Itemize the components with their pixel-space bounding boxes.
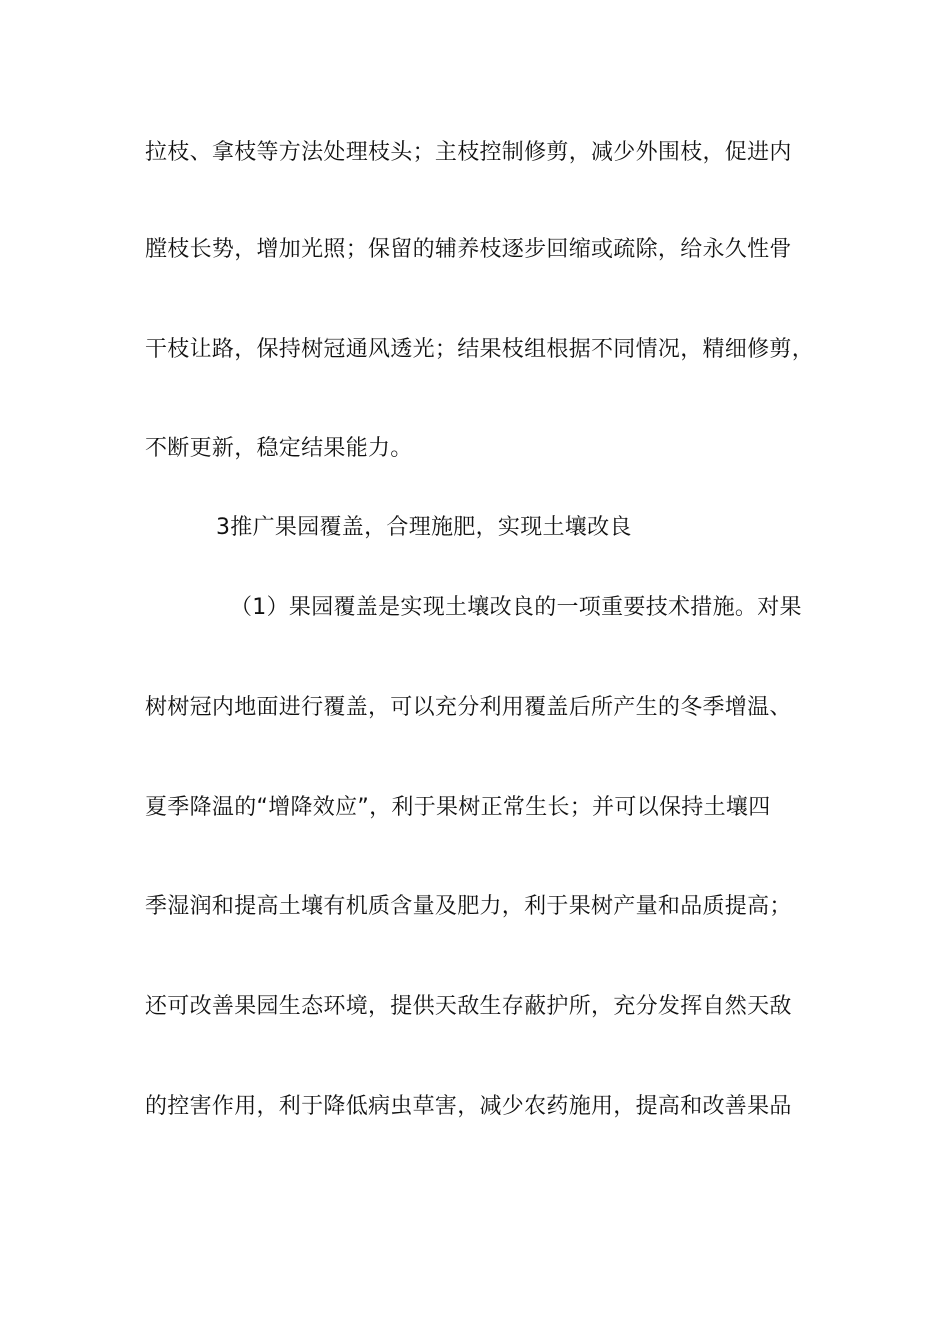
paragraph-1-line-2: 膛枝长势，增加光照；保留的辅养枝逐步回缩或疏除，给永久性骨 [145,237,792,262]
paragraph-2-line-3: 夏季降温的“增降效应”，利于果树正常生长；并可以保持土壤四 [145,795,771,820]
section-heading: 3推广果园覆盖，合理施肥，实现土壤改良 [216,515,632,540]
paragraph-2-line-5: 还可改善果园生态环境，提供天敌生存蔽护所，充分发挥自然天敌 [145,994,792,1019]
paragraph-2-line-1: （1）果园覆盖是实现土壤改良的一项重要技术措施。对果 [230,595,802,620]
paragraph-1-line-1: 拉枝、拿枝等方法处理枝头；主枝控制修剪，减少外围枝，促进内 [145,140,792,165]
paragraph-2-line-2: 树树冠内地面进行覆盖，可以充分利用覆盖后所产生的冬季增温、 [145,695,792,720]
paragraph-2-line-4: 季湿润和提高土壤有机质含量及肥力，利于果树产量和品质提高； [145,894,792,919]
paragraph-2-line-6: 的控害作用，利于降低病虫草害，减少农药施用，提高和改善果品 [145,1094,792,1119]
paragraph-1-line-3: 干枝让路，保持树冠通风透光；结果枝组根据不同情况，精细修剪， [145,337,815,362]
paragraph-1-line-4: 不断更新，稳定结果能力。 [145,436,413,461]
